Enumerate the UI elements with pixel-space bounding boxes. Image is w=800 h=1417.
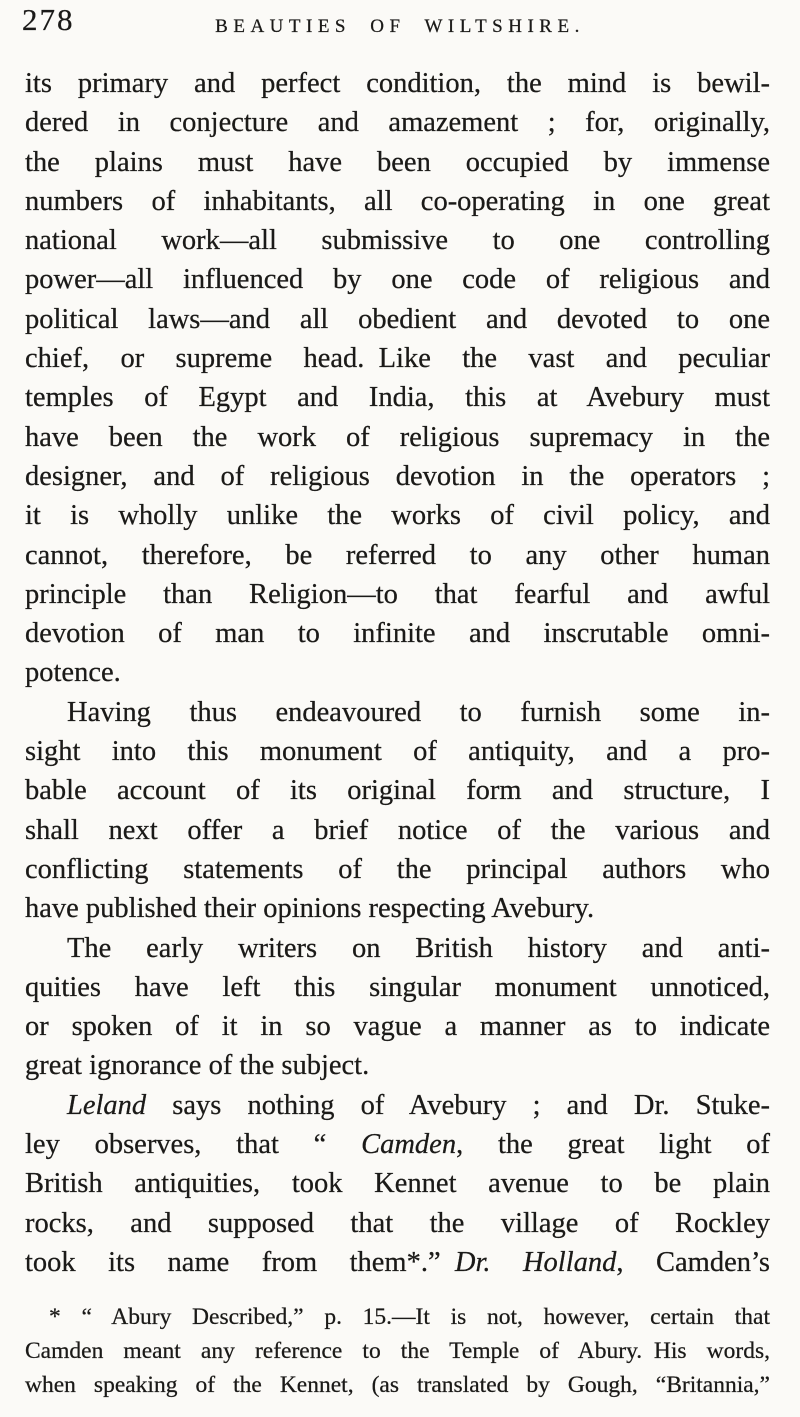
text-segment: designer, and of religious devotion in the operators ; [25, 460, 770, 492]
text-segment: the plains must have been occupied by immense [25, 146, 770, 178]
text-segment: shall next offer a brief notice of the various and [25, 814, 770, 846]
body-text-line [25, 1086, 770, 1125]
body-text-line [25, 653, 770, 692]
text-segment: British antiquities, took Kennet avenue to be plain [25, 1168, 770, 1200]
text-segment: devotion of man to infinite and inscrutable omni- [25, 618, 770, 650]
text-segment: or spoken of it in so vague a manner as to indicate [25, 1011, 770, 1043]
body-text-line [25, 536, 770, 575]
text-segment: have been the work of religious supremacy in the [25, 421, 770, 453]
text-segment: ley observes, that “ [25, 1129, 362, 1161]
footnote-line [25, 1334, 770, 1368]
text-segment: , Camden’s [616, 1246, 770, 1278]
body-text-line [25, 575, 770, 614]
body-text-line [25, 300, 770, 339]
text-segment: numbers of inhabitants, all co-operating in one great [25, 185, 770, 217]
text-segment: temples of Egypt and India, this at Avebury must [25, 382, 770, 414]
italic-text-segment: Dr. Holland [454, 1246, 617, 1278]
text-segment: great ignorance of the subject. [25, 1050, 370, 1082]
page-number: 278 [22, 2, 75, 37]
footnote-line [25, 1368, 770, 1402]
text-segment: chief, or supreme head. Like the vast and peculiar [25, 343, 770, 375]
body-text-line [25, 378, 770, 417]
text-segment: political laws—and all obedient and devoted to one [25, 303, 770, 335]
text-segment: quities have left this singular monument unnoticed, [25, 971, 770, 1003]
body-text-line [25, 64, 770, 103]
body-text-line [25, 457, 770, 496]
text-segment: potence. [25, 657, 121, 689]
body-text-line [25, 889, 770, 928]
text-segment: conflicting statements of the principal authors who [25, 853, 770, 885]
body-text-line [25, 693, 770, 732]
body-text [25, 64, 770, 1282]
body-text-line [25, 418, 770, 457]
body-text-line [25, 1164, 770, 1203]
text-segment: bable account of its original form and structure, I [25, 775, 770, 807]
text-segment: its primary and perfect condition, the mind is bewil- [25, 68, 770, 99]
text-segment: dered in conjecture and amazement ; for, originally, [25, 107, 770, 139]
body-text-line [25, 143, 770, 182]
text-segment: national work—all submissive to one controlling [25, 225, 770, 257]
text-segment: took its name from them*.” [25, 1246, 455, 1278]
body-text-line [25, 811, 770, 850]
body-text-line [25, 968, 770, 1007]
body-text-line [25, 339, 770, 378]
italic-text-segment: Camden [361, 1129, 457, 1161]
body-text-line [25, 850, 770, 889]
body-text-line [25, 1046, 770, 1085]
text-segment: Having thus endeavoured to furnish some in- [67, 696, 770, 728]
text-segment: says nothing of Avebury ; and Dr. Stuke- [146, 1089, 770, 1121]
body-text-line [25, 771, 770, 810]
body-text-line [25, 221, 770, 260]
body-text-line [25, 496, 770, 535]
italic-text-segment: Leland [67, 1089, 147, 1121]
body-text-line [25, 260, 770, 299]
text-segment: principle than Religion—to that fearful and awful [25, 578, 770, 610]
text-segment: , the great light of [456, 1129, 770, 1161]
body-text-line [25, 182, 770, 221]
text-segment: it is wholly unlike the works of civil policy, and [25, 500, 770, 532]
body-text-line [25, 1007, 770, 1046]
text-segment: sight into this monument of antiquity, and a pro- [25, 736, 770, 768]
body-text-line [25, 1243, 770, 1282]
text-segment: have published their opinions respecting Avebury. [25, 893, 595, 925]
text-segment: The early writers on British history and anti- [67, 932, 770, 964]
text-segment: cannot, therefore, be referred to any other human [25, 539, 770, 571]
text-segment: rocks, and supposed that the village of Rockley [25, 1207, 770, 1239]
text-segment: * “ Abury Described,” p. 15.—It is not, however, certain that [49, 1304, 770, 1330]
page-header [0, 0, 800, 58]
footnote [25, 1300, 770, 1402]
text-segment: power—all influenced by one code of religious and [25, 264, 770, 296]
body-text-line [25, 929, 770, 968]
body-text-line [25, 614, 770, 653]
footnote-line [25, 1300, 770, 1334]
running-header: BEAUTIES OF WILTSHIRE. [215, 16, 585, 37]
body-text-line [25, 1125, 770, 1164]
body-text-line [25, 732, 770, 771]
body-text-line [25, 1204, 770, 1243]
text-segment: Camden meant any reference to the Temple of Abury. His words, [25, 1338, 770, 1364]
text-segment: when speaking of the Kennet, (as translated by Gough, “Britannia,” [25, 1372, 770, 1398]
body-text-line [25, 103, 770, 142]
